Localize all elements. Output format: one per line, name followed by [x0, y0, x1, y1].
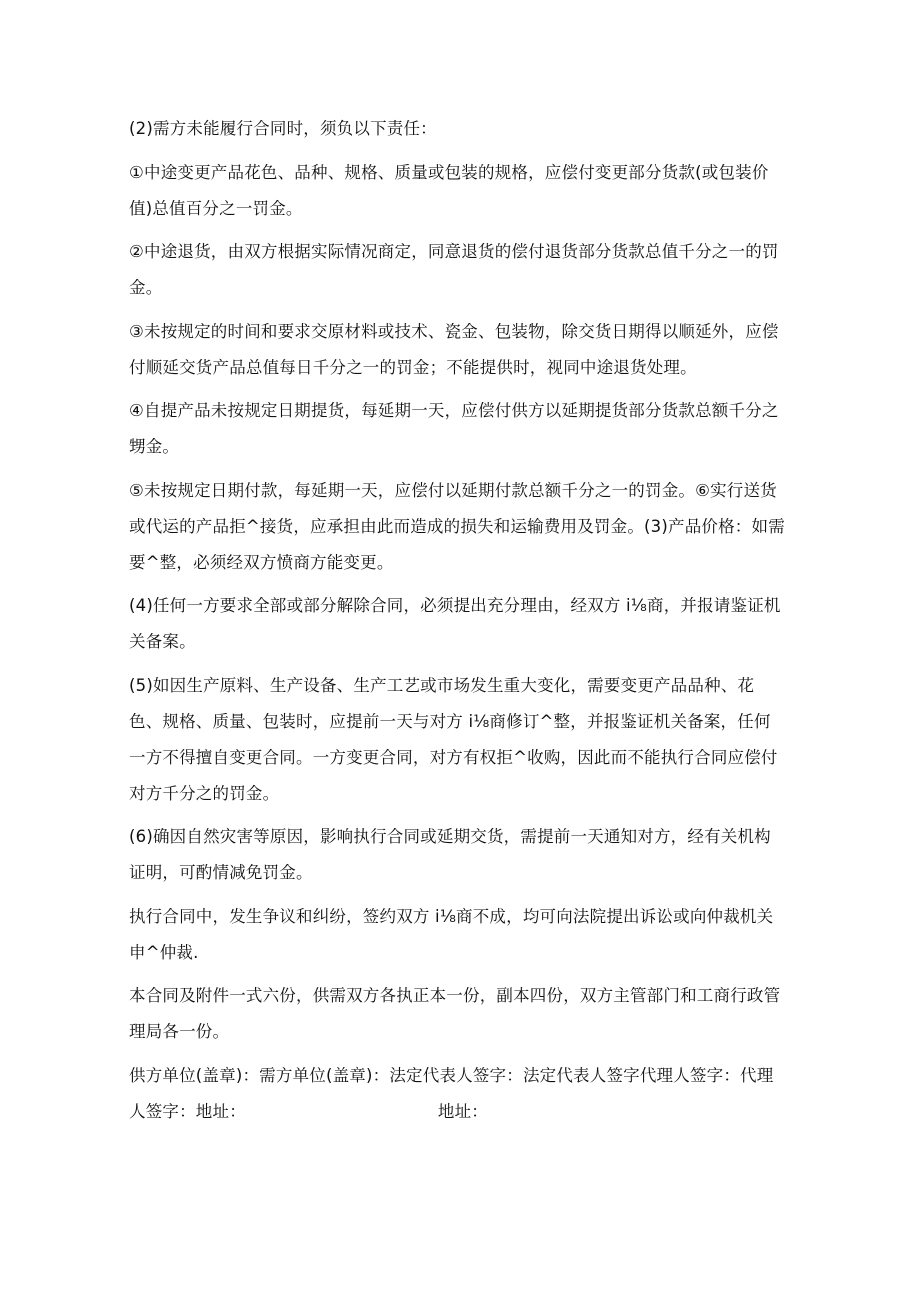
paragraph-section-6: (6)确因自然灾害等原因，影响执行合同或延期交货，需提前一天通知对方，经有关机构证明，可酌情减免罚金。	[129, 827, 771, 882]
signature-line-2	[129, 1094, 785, 1130]
paragraph-copies: 本合同及附件一式六份，供需双方各执正本一份，副本四份，双方主管部门和工商行政管理局各一份。	[129, 986, 781, 1041]
paragraph-section-5: (5)如因生产原料、生产设备、生产工艺或市场发生重大变化，需要变更产品品种、花色、规格、质量、包装时，应提前一天与对方 i⅛商修订^整，并报鉴证机关备案，任何一方不得擅自变更合同。一方变更合同，对方有权拒^收购，因此而不能执行合同应偿付对方千分之的罚金。	[129, 675, 778, 803]
signature-address-right: 地址：	[437, 1101, 489, 1121]
paragraph-clause-2: ②中途退货，由双方根据实际情况商定，同意退货的偿付退货部分货款总值千分之一的罚金。	[129, 242, 779, 297]
signature-line-1: 供方单位(盖章)：需方单位(盖章)：法定代表人签字：法定代表人签字代理人签字：代理	[129, 1065, 774, 1085]
signature-address-left: 人签字：地址：	[129, 1101, 246, 1121]
document-body	[129, 111, 785, 1130]
paragraph-clause-5: ⑤未按规定日期付款，每延期一天，应偿付以延期付款总额千分之一的罚金。⑥实行送货或代运的产品拒^接货，应承担由此而造成的损失和运输费用及罚金。(3)产品价格：如需要^整，必须经双方愤商方能变更。	[129, 480, 785, 572]
paragraph-clause-1: ①中途变更产品花色、品种、规格、质量或包装的规格，应偿付变更部分货款(或包装价值)总值百分之一罚金。	[129, 162, 769, 218]
paragraph-section-4: (4)任何一方要求全部或部分解除合同，必须提出充分理由，经双方 i⅛商，并报请鉴证机关备案。	[129, 596, 781, 651]
signature-block	[129, 1058, 785, 1130]
paragraph-buyer-liability: (2)需方未能履行合同时，须负以下责任：	[129, 119, 437, 138]
paragraph-clause-3: ③未按规定的时间和要求交原材料或技术、瓷金、包装物，除交货日期得以顺延外，应偿付顺延交货产品总值每日千分之一的罚金；不能提供时，视同中途退货处理。	[129, 321, 779, 377]
paragraph-clause-4: ④自提产品未按规定日期提货，每延期一天，应偿付供方以延期提货部分货款总额千分之甥金。	[129, 401, 779, 456]
paragraph-disputes: 执行合同中，发生争议和纠纷，签约双方 i⅛商不成，均可向法院提出诉讼或向仲裁机关申^仲裁.	[129, 906, 774, 962]
